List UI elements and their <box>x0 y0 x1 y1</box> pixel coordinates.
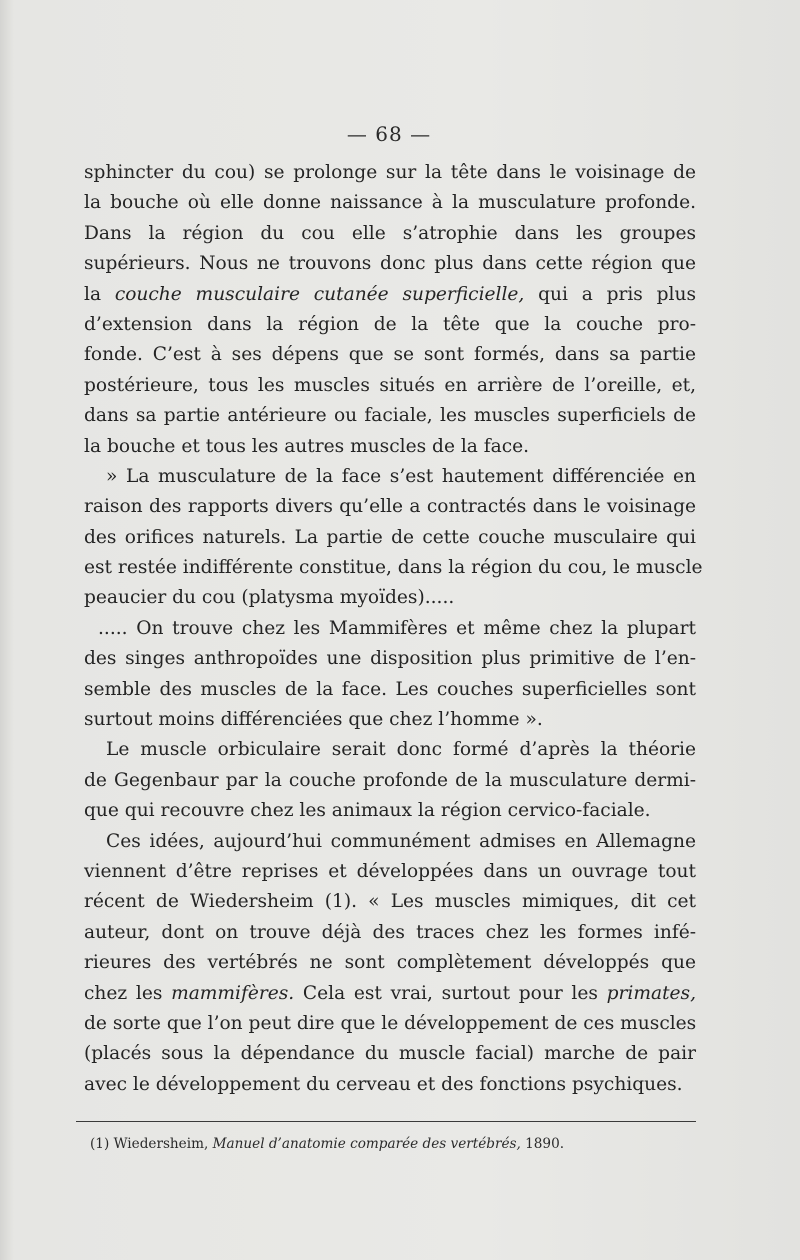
text-line: Dans la région du cou elle s’atrophie dans les groupes <box>84 222 696 244</box>
paragraph <box>84 158 696 462</box>
text-line: Le muscle orbiculaire serait donc formé d’après la théorie <box>106 739 696 761</box>
text-line: des orifices naturels. La partie de cette couche musculaire qui <box>84 526 696 548</box>
text-line: est restée indifférente constitue, dans la région du cou, le muscle <box>84 557 703 579</box>
text-line: auteur, dont on trouve déjà des traces chez les formes infé- <box>84 921 696 943</box>
paragraph <box>84 614 696 736</box>
italic-text: Manuel d’anatomie comparée des vertébrés, <box>212 1136 521 1152</box>
body-text <box>84 158 703 1100</box>
text-line: de sorte que l’on peut dire que le développement de ces muscles <box>84 1012 697 1034</box>
text-line: avec le développement du cerveau et des fonctions psychiques. <box>84 1073 683 1095</box>
text-line: Ces idées, aujourd’hui communément admises en Allemagne <box>106 830 696 852</box>
text-line: la bouche où elle donne naissance à la musculature profonde. <box>84 192 696 214</box>
footnote: (1) Wiedersheim, Manuel d’anatomie comparée des vertébrés, 1890. <box>90 1136 565 1152</box>
text-line: de Gegenbaur par la couche profonde de la musculature dermi- <box>84 769 696 791</box>
text-line: » La musculature de la face s’est hautement différenciée en <box>106 465 696 487</box>
text-line: d’extension dans la région de la tête que la couche pro- <box>84 313 696 335</box>
text-line: la bouche et tous les autres muscles de la face. <box>84 435 530 457</box>
text-line: rieures des vertébrés ne sont complètement développés que <box>84 952 696 974</box>
italic-text: mammifères. <box>171 982 295 1004</box>
italic-text: couche musculaire cutanée superficielle, <box>114 283 525 305</box>
text-line: supérieurs. Nous ne trouvons donc plus dans cette région que <box>84 253 696 275</box>
text-line: postérieure, tous les muscles situés en arrière de l’oreille, et, <box>84 374 696 396</box>
text-line: peaucier du cou (platysma myoïdes)..... <box>84 587 455 609</box>
paragraph <box>84 462 703 614</box>
paragraph <box>84 735 696 826</box>
italic-text: primates, <box>606 982 696 1004</box>
paragraph <box>84 827 696 1101</box>
text-line: fonde. C’est à ses dépens que se sont formés, dans sa partie <box>84 344 696 366</box>
text-line: surtout moins différenciées que chez l’homme ». <box>84 709 543 731</box>
footnote-rule <box>76 1121 696 1122</box>
text-line: dans sa partie antérieure ou faciale, les muscles superficiels de <box>84 405 696 427</box>
text-line: semble des muscles de la face. Les couches superficielles sont <box>84 678 696 700</box>
text-line: que qui recouvre chez les animaux la région cervico-faciale. <box>84 800 651 822</box>
text-line: raison des rapports divers qu’elle a contractés dans le voisinage <box>84 496 696 518</box>
text-line: chez les mammifères. Cela est vrai, surtout pour les primates, <box>84 982 696 1004</box>
text-line: récent de Wiedersheim (1). « Les muscles mimiques, dit cet <box>84 891 696 913</box>
text-line: (placés sous la dépendance du muscle facial) marche de pair <box>84 1043 696 1065</box>
text-line: des singes anthropoïdes une disposition plus primitive de l’en- <box>84 648 696 670</box>
text-line: viennent d’être reprises et développées dans un ouvrage tout <box>84 860 696 882</box>
text-line: la couche musculaire cutanée superficielle, qui a pris plus <box>84 283 696 305</box>
text-line: ..... On trouve chez les Mammifères et même chez la plupart <box>98 617 696 639</box>
page-number: — 68 — <box>346 122 432 146</box>
text-line: sphincter du cou) se prolonge sur la tête dans le voisinage de <box>84 162 696 183</box>
